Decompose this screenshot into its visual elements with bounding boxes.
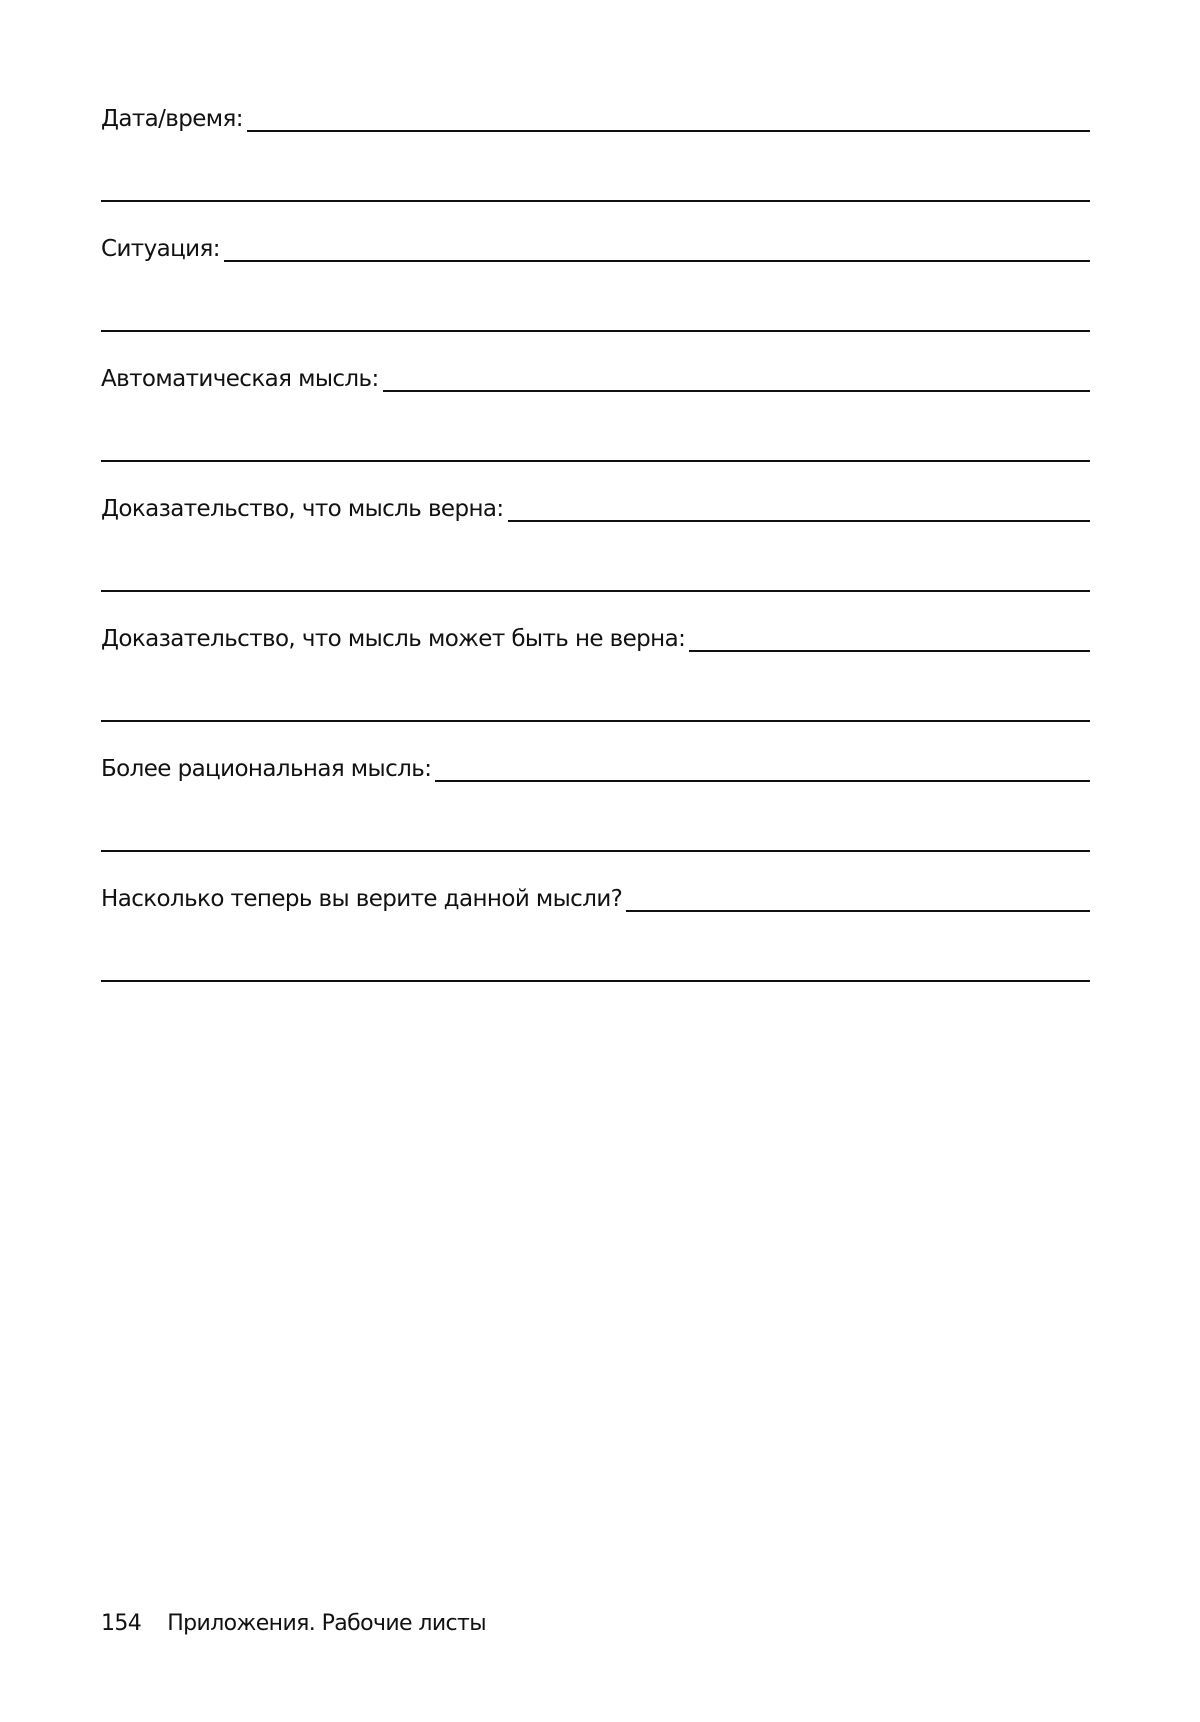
answer-line[interactable]	[383, 390, 1090, 392]
page-footer	[101, 1610, 486, 1638]
field-label: Доказательство, что мысль может быть не верна:	[101, 626, 686, 652]
section-title: Приложения. Рабочие листы	[167, 1611, 487, 1636]
page-number: 154	[101, 1611, 142, 1636]
answer-line[interactable]	[224, 260, 1090, 262]
answer-line[interactable]	[626, 910, 1090, 912]
answer-line[interactable]	[435, 780, 1090, 782]
answer-line[interactable]	[689, 650, 1090, 652]
answer-line-continuation[interactable]	[101, 980, 1090, 982]
answer-line-continuation[interactable]	[101, 200, 1090, 202]
answer-line-continuation[interactable]	[101, 460, 1090, 462]
answer-line-continuation[interactable]	[101, 720, 1090, 722]
field-label: Более рациональная мысль:	[101, 756, 432, 782]
answer-line-continuation[interactable]	[101, 850, 1090, 852]
field-label: Доказательство, что мысль верна:	[101, 496, 504, 522]
answer-line[interactable]	[247, 130, 1090, 132]
field-label: Дата/время:	[101, 106, 243, 132]
answer-line[interactable]	[508, 520, 1090, 522]
field-label: Автоматическая мысль:	[101, 366, 379, 392]
field-label: Ситуация:	[101, 236, 220, 262]
answer-line-continuation[interactable]	[101, 590, 1090, 592]
field-label: Насколько теперь вы верите данной мысли?	[101, 886, 623, 912]
answer-line-continuation[interactable]	[101, 330, 1090, 332]
field-belief-rating	[101, 875, 1090, 1125]
